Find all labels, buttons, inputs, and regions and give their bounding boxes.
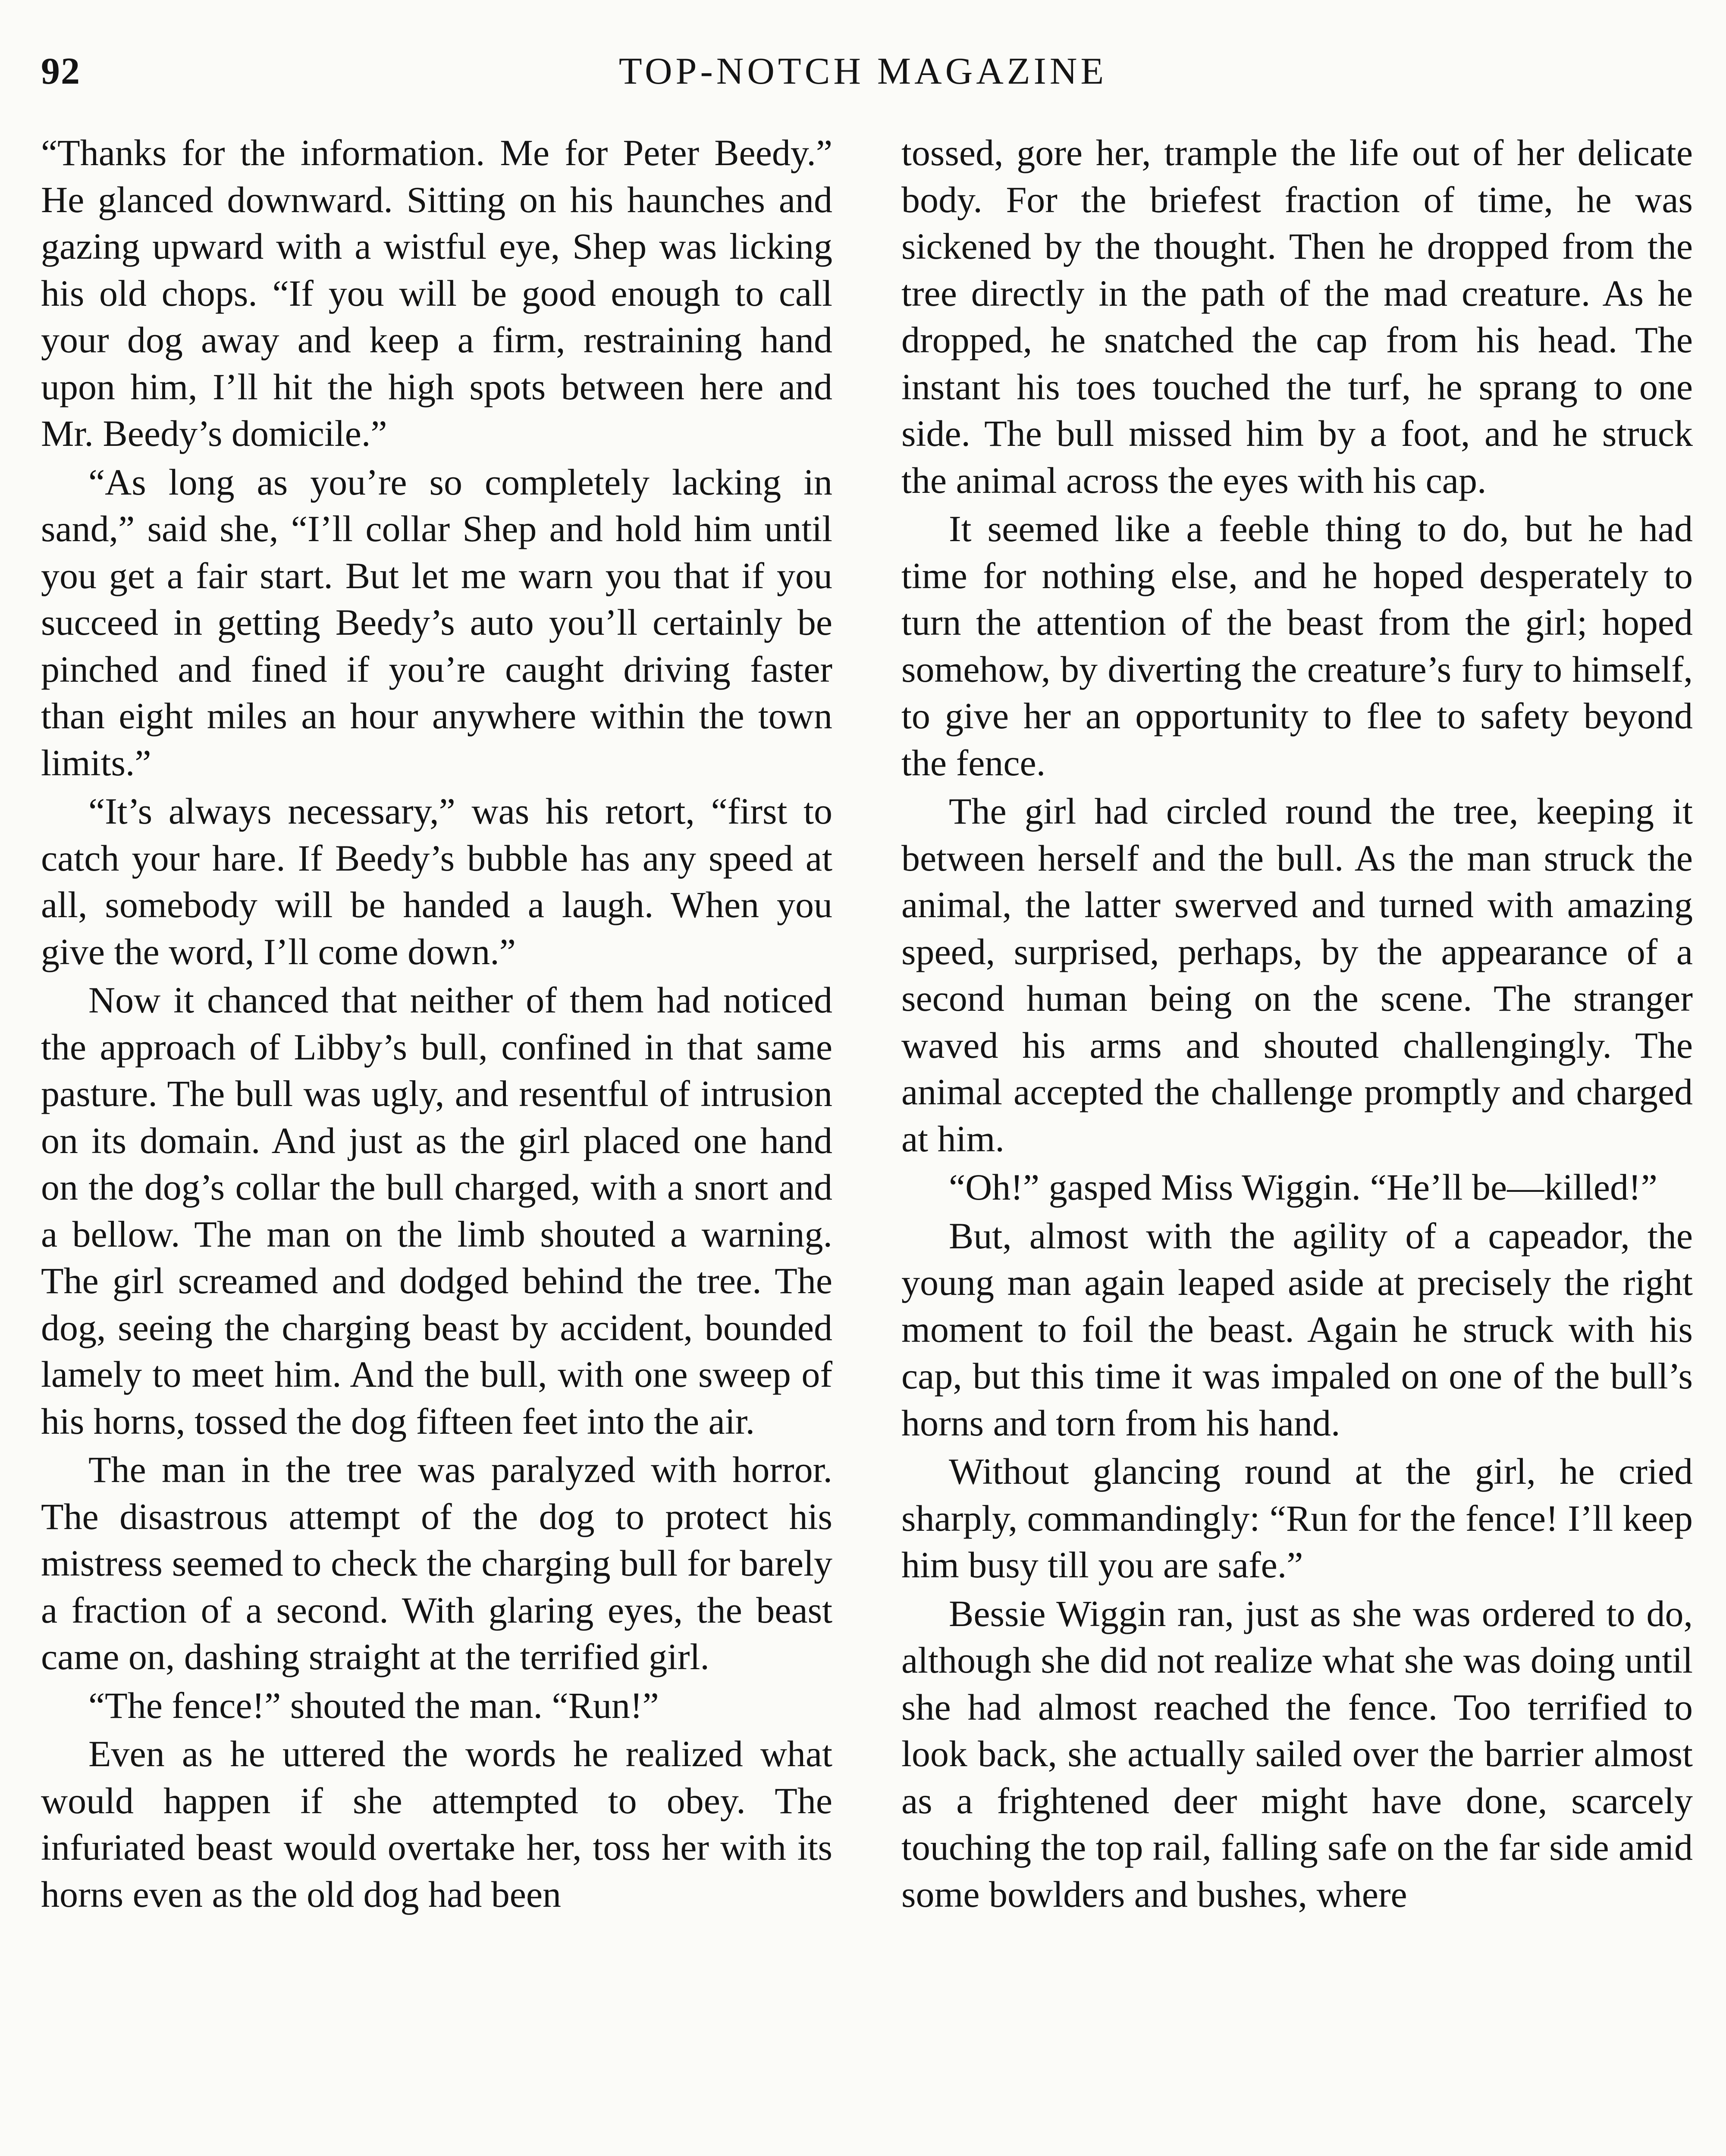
paragraph: Without glancing round at the girl, he cried sharply, commandingly: “Run for the fence! I’ll keep him busy till you are safe.” [901,1451,1693,1586]
paragraph: But, almost with the agility of a capeador, the young man again leaped aside at precisely the right moment to foil the beast. Again he struck with his cap, but this time it was impaled on one of the bull’s horns and torn from his hand. [901,1215,1693,1444]
paragraph: “As long as you’re so completely lacking in sand,” said she, “I’ll collar Shep and hold him until you get a fair start. But let me warn you that if you succeed in getting Beedy’s auto you’ll certainly be pinched and fined if you’re caught driving faster than eight miles an hour anywhere within the town limits.” [41,461,832,783]
paragraph: “The fence!” shouted the man. “Run!” [88,1684,659,1726]
paragraph: “Thanks for the information. Me for Peter Beedy.” He glanced downward. Sitting on his haunches and gazing upward with a wistful eye, Shep was licking his old chops. “If you will be good enough to call your dog away and keep a firm, restraining hand upon him, I’ll hit the high spots between here and Mr. Beedy’s domicile.” [41,132,832,454]
running-title: TOP-NOTCH MAGAZINE [618,50,1108,92]
text-columns [41,129,1693,2156]
paragraph: Bessie Wiggin ran, just as she was ordered to do, although she did not realize what she was doing until she had almost reached the fence. Too terrified to look back, she actually sailed over the barrier almost as a frightened deer might have done, scarcely touching the top rail, falling safe on the far side amid some bowlders and bushes, where [901,1592,1693,1915]
paragraph: tossed, gore her, trample the life out of her delicate body. For the briefest fraction of time, he was sickened by the thought. Then he dropped from the tree directly in the path of the mad creature. As he dropped, he snatched the cap from his head. The instant his toes touched the turf, he sprang to one side. The bull missed him by a foot, and he struck the animal across the eyes with his cap. [901,132,1693,501]
paragraph: Even as he uttered the words he realized what would happen if she attempted to obey. The infuriated beast would overtake her, toss her with its horns even as the old dog had been [41,1733,832,1915]
paragraph: “It’s always necessary,” was his retort, “first to catch your hare. If Beedy’s bubble has any speed at all, somebody will be handed a laugh. When you give the word, I’ll come down.” [41,790,832,972]
page-number: 92 [41,50,81,92]
paragraph: The man in the tree was paralyzed with horror. The disastrous attempt of the dog to protect his mistress seemed to check the charging bull for barely a fraction of a second. With glaring eyes, the beast came on, dashing straight at the terrified girl. [41,1449,832,1677]
paragraph: The girl had circled round the tree, keeping it between herself and the bull. As the man struck the animal, the latter swerved and turned with amazing speed, surprised, perhaps, by the appearance of a second human being on the scene. The stranger waved his arms and shouted challengingly. The animal accepted the challenge promptly and charged at him. [901,790,1693,1159]
paragraph: “Oh!” gasped Miss Wiggin. “He’ll be—killed!” [949,1166,1657,1208]
paragraph: It seemed like a feeble thing to do, but he had time for nothing else, and he hoped desperately to turn the attention of the beast from the girl; hoped somehow, by diverting the creature’s fury to himself, to give her an opportunity to flee to safety beyond the fence. [901,508,1693,783]
left-column [41,129,832,2156]
page-header [41,50,1685,101]
right-column [901,129,1693,2156]
paragraph: Now it chanced that neither of them had noticed the approach of Libby’s bull, confined in that same pasture. The bull was ugly, and resentful of intrusion on its domain. And just as the girl placed one hand on the dog’s collar the bull charged, with a snort and a bellow. The man on the limb shouted a warning. The girl screamed and dodged behind the tree. The dog, seeing the charging beast by accident, bounded lamely to meet him. And the bull, with one sweep of his horns, tossed the dog fifteen feet into the air. [41,979,832,1442]
